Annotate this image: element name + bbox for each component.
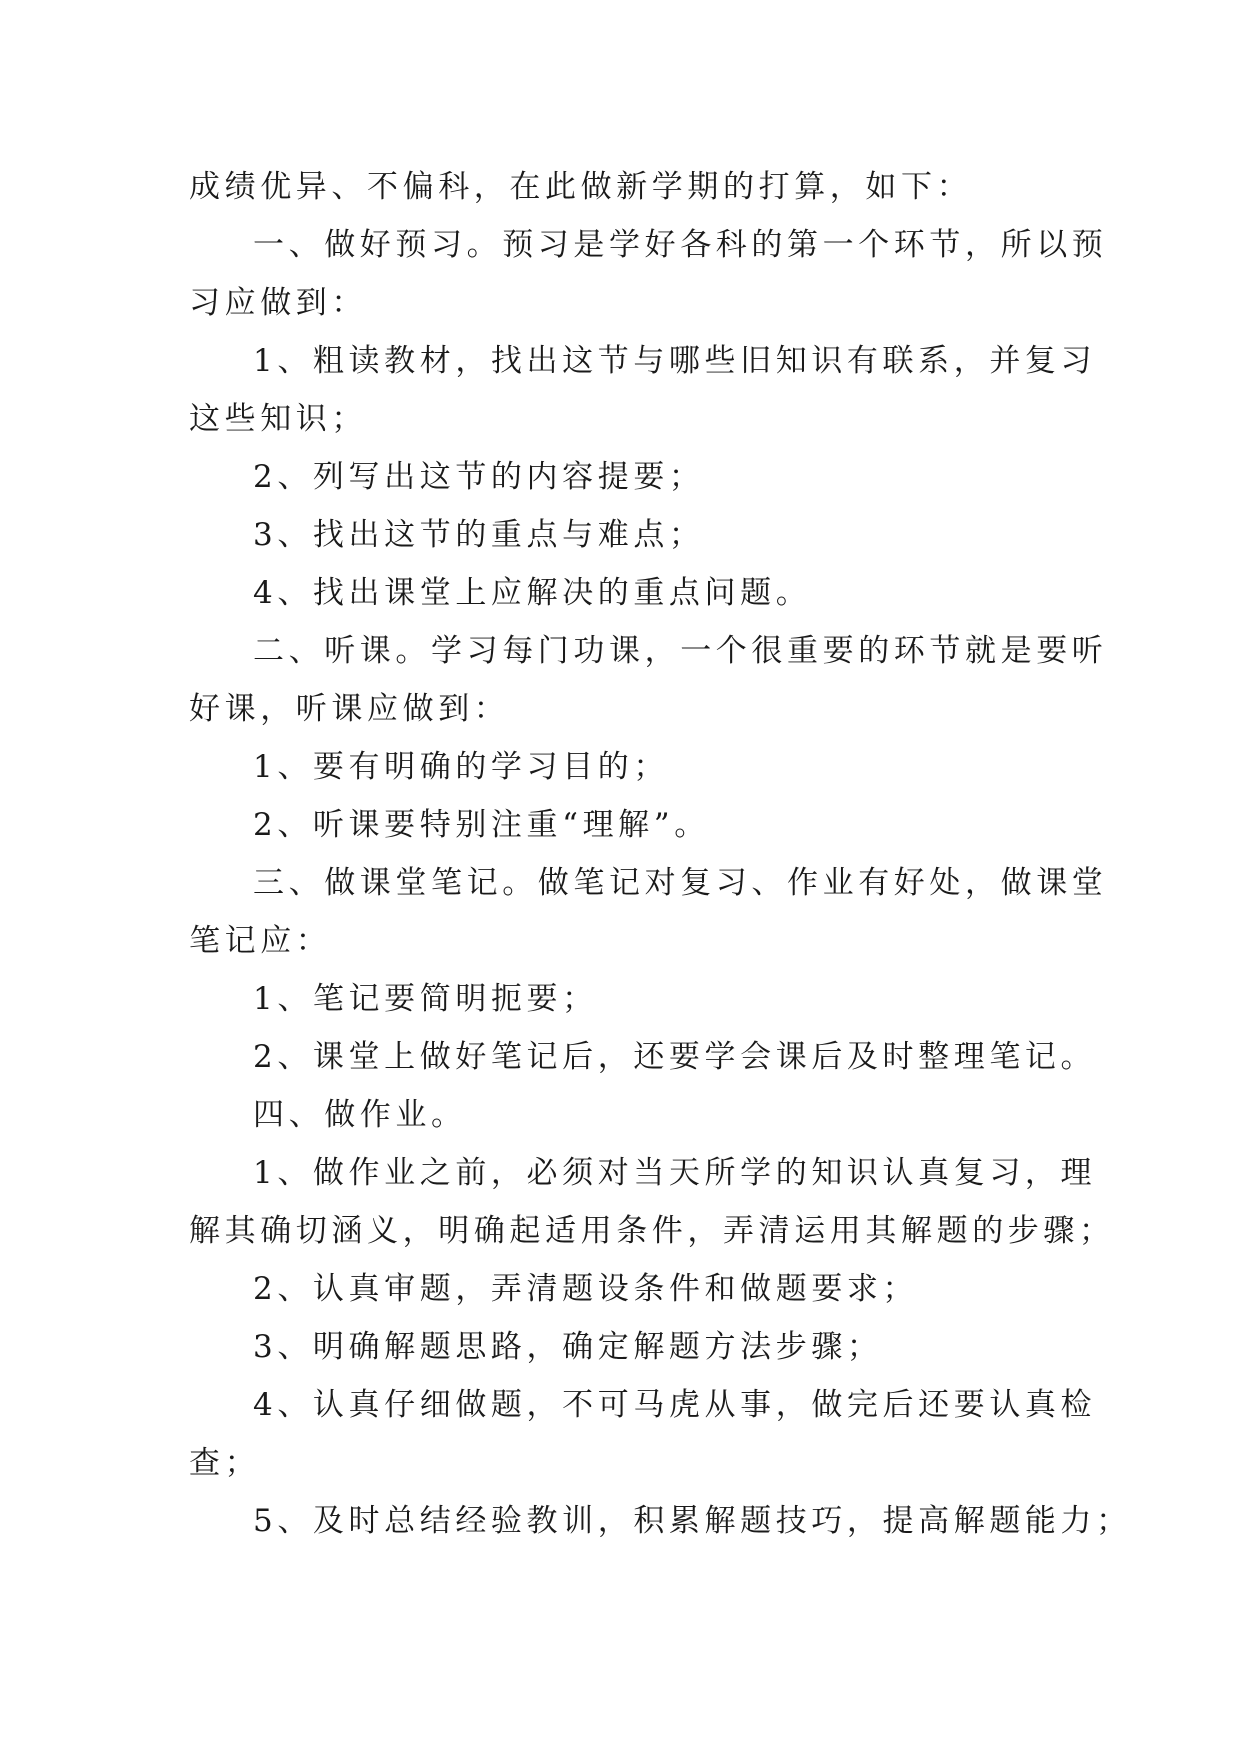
document-body — [189, 158, 1132, 1550]
text-line: 2、听课要特别注重“理解”。 — [253, 807, 710, 843]
text-line: 笔记应： — [189, 923, 332, 959]
text-line: 二、听课。学习每门功课，一个很重要的环节就是要听 — [253, 633, 1108, 669]
text-line: 查； — [189, 1445, 261, 1481]
text-line: 1、要有明确的学习目的； — [253, 749, 669, 785]
text-line: 解其确切涵义，明确起适用条件，弄清运用其解题的步骤； — [189, 1213, 1115, 1249]
text-line: 成绩优异、不偏科，在此做新学期的打算，如下： — [189, 169, 973, 205]
text-line: 习应做到： — [189, 285, 367, 321]
text-line: 好课，听课应做到： — [189, 691, 510, 727]
text-line: 2、认真审题，弄清题设条件和做题要求； — [253, 1271, 919, 1307]
text-line: 2、列写出这节的内容提要； — [253, 459, 705, 495]
text-line: 一、做好预习。预习是学好各科的第一个环节，所以预 — [253, 227, 1108, 263]
text-line: 2、课堂上做好笔记后，还要学会课后及时整理笔记。 — [253, 1039, 1097, 1075]
text-line: 三、做课堂笔记。做笔记对复习、作业有好处，做课堂 — [253, 865, 1108, 901]
text-line: 3、找出这节的重点与难点； — [253, 517, 705, 553]
text-line: 四、做作业。 — [253, 1097, 467, 1133]
text-line: 5、及时总结经验教训，积累解题技巧，提高解题能力； — [253, 1503, 1132, 1539]
text-line: 1、做作业之前，必须对当天所学的知识认真复习，理 — [253, 1155, 1097, 1191]
text-line: 1、粗读教材，找出这节与哪些旧知识有联系，并复习 — [253, 343, 1097, 379]
text-line: 这些知识； — [189, 401, 367, 437]
text-line: 1、笔记要简明扼要； — [253, 981, 598, 1017]
text-line: 4、找出课堂上应解决的重点问题。 — [253, 575, 812, 611]
text-line: 3、明确解题思路，确定解题方法步骤； — [253, 1329, 883, 1365]
text-line: 4、认真仔细做题，不可马虎从事，做完后还要认真检 — [253, 1387, 1097, 1423]
